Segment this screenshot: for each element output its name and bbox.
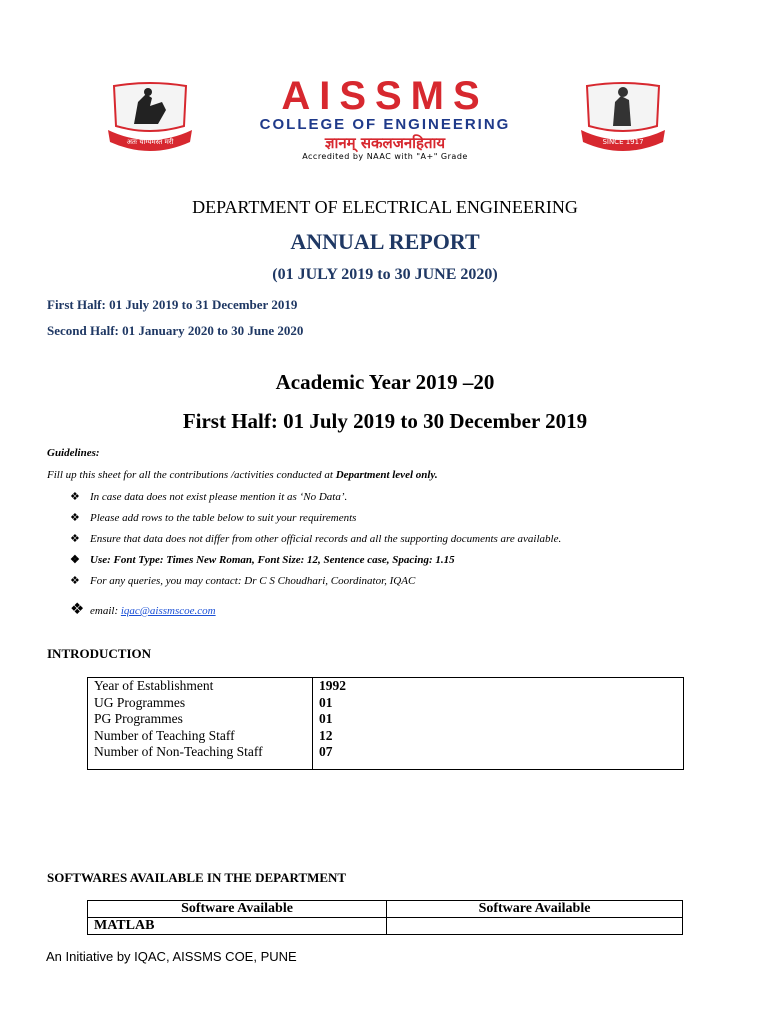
table-cell-label: Number of Teaching Staff: [88, 728, 313, 745]
academic-year-heading: Academic Year 2019 –20: [275, 370, 495, 394]
table-row: [88, 678, 684, 695]
guidelines-heading: Guidelines:: [47, 447, 100, 459]
guidelines-intro-bold: Department level only.: [335, 469, 438, 481]
table-cell-value: 07: [313, 744, 684, 769]
table-cell-value: 1992: [313, 678, 684, 695]
right-emblem-logo: [577, 80, 669, 160]
accreditation-text: Accredited by NAAC with "A+" Grade: [302, 152, 468, 161]
diamond-bullet-icon: ❖: [70, 491, 80, 503]
table-cell-value: 12: [313, 728, 684, 745]
guideline-bullet: [70, 599, 216, 619]
brand-subtitle: COLLEGE OF ENGINEERING: [259, 116, 511, 133]
software-cell: MATLAB: [88, 918, 387, 935]
diamond-bullet-icon: ❖: [70, 512, 80, 524]
introduction-heading: INTRODUCTION: [47, 646, 152, 661]
guidelines-intro-text: Fill up this sheet for all the contributions /activities conducted at: [47, 469, 336, 481]
software-col1-header: Software Available: [88, 901, 387, 918]
page-footer: An Initiative by IQAC, AISSMS COE, PUNE: [46, 949, 297, 964]
diamond-bullet-icon: ❖: [70, 601, 85, 618]
guidelines-intro: [47, 469, 438, 481]
guideline-bullet: [70, 574, 415, 587]
table-cell-value: 01: [313, 695, 684, 712]
brand-motto: ज्ञानम् सकलजनहिताय: [324, 134, 446, 152]
brand-name: AISSMS: [281, 74, 489, 118]
table-header-row: [88, 901, 683, 918]
guideline-bullet: [70, 532, 561, 545]
guideline-text: Use: Font Type: Times New Roman, Font Size: 12, Sentence case, Spacing: 1.15: [90, 554, 455, 566]
table-row: [88, 695, 684, 712]
diamond-bullet-icon: ❖: [70, 554, 80, 566]
table-row: [88, 728, 684, 745]
first-half-heading: First Half: 01 July 2019 to 30 December 2019: [182, 409, 588, 433]
table-row: [88, 711, 684, 728]
table-cell-label: Year of Establishment: [88, 678, 313, 695]
software-table: [87, 900, 683, 935]
guideline-text: Please add rows to the table below to suit your requirements: [90, 512, 357, 524]
software-heading: SOFTWARES AVAILABLE IN THE DEPARTMENT: [47, 870, 347, 885]
table-cell-label: UG Programmes: [88, 695, 313, 712]
report-title: ANNUAL REPORT: [290, 229, 480, 254]
email-label: email:: [90, 605, 121, 617]
right-logo-caption: SINCE 1917: [602, 138, 644, 146]
guideline-bullet: [70, 490, 347, 503]
guideline-text: Ensure that data does not differ from other official records and all the supporting documents are available.: [90, 533, 562, 545]
brand-block: [240, 76, 530, 162]
guideline-text: In case data does not exist please mention it as ‘No Data’.: [90, 491, 348, 503]
software-col2-header: Software Available: [387, 901, 683, 918]
first-half-range: First Half: 01 July 2019 to 31 December 2019: [47, 297, 298, 312]
diamond-bullet-icon: ❖: [70, 575, 80, 587]
report-period: (01 JULY 2019 to 30 JUNE 2020): [272, 266, 498, 283]
iqac-email-link[interactable]: iqac@aissmscoe.com: [120, 605, 216, 617]
diamond-bullet-icon: ❖: [70, 533, 80, 545]
department-name: DEPARTMENT OF ELECTRICAL ENGINEERING: [192, 197, 578, 217]
left-emblem-logo: [104, 80, 196, 160]
left-logo-motto: अतः योग्यमस्त मरी: [126, 138, 174, 146]
introduction-table: [87, 677, 684, 770]
table-row: [88, 744, 684, 769]
second-half-range: Second Half: 01 January 2020 to 30 June 2020: [47, 323, 304, 338]
guideline-bullet: [70, 553, 455, 566]
table-cell-value: 01: [313, 711, 684, 728]
table-cell-label: Number of Non-Teaching Staff: [88, 744, 313, 769]
table-row: [88, 918, 683, 935]
guideline-bullet: [70, 511, 356, 524]
software-cell: [387, 918, 683, 935]
guideline-text: For any queries, you may contact: Dr C S Choudhari, Coordinator, IQAC: [90, 575, 416, 587]
table-cell-label: PG Programmes: [88, 711, 313, 728]
